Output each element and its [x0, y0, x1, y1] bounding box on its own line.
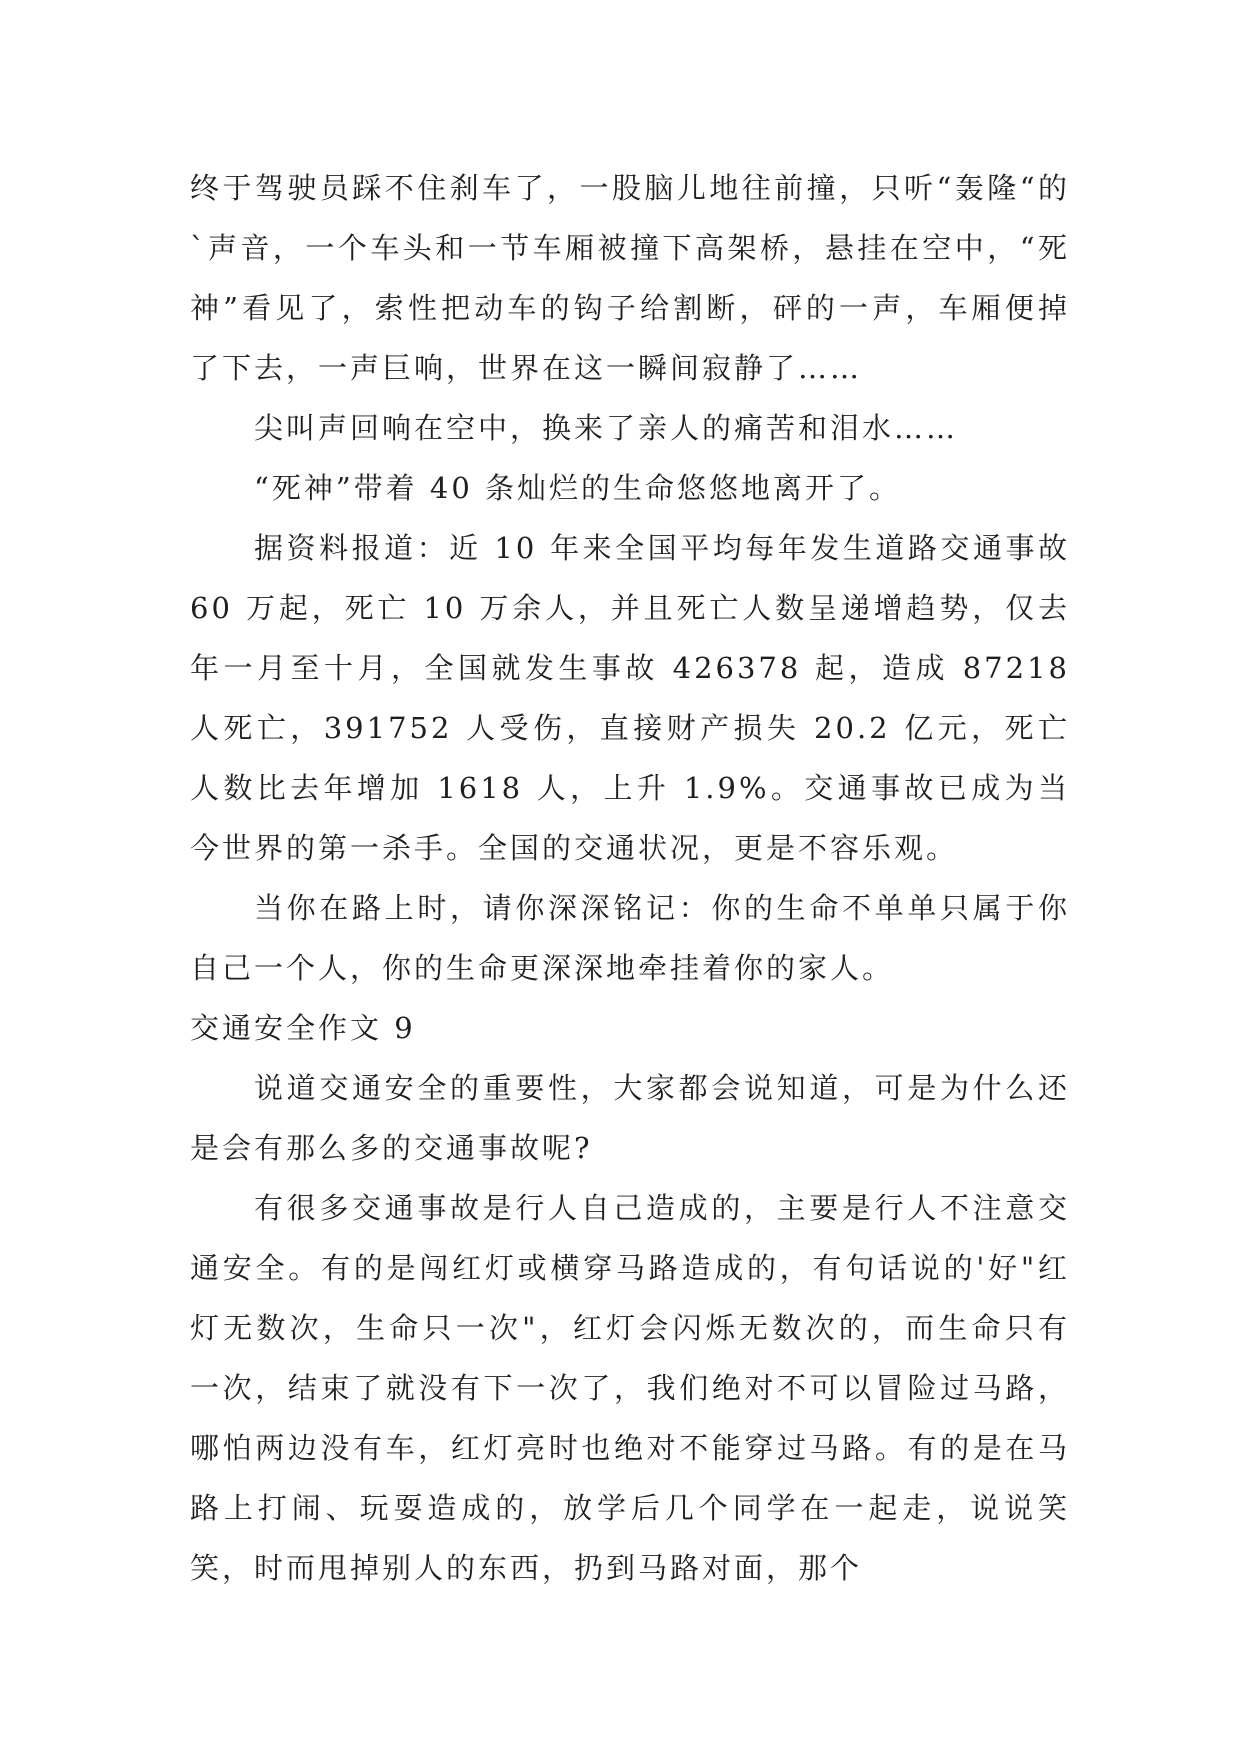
paragraph-5: 当你在路上时，请你深深铭记：你的生命不单单只属于你自己一个人，你的生命更深深地牵挂着你的家人。	[190, 891, 1070, 985]
paragraph-3: “死神”带着 40 条灿烂的生命悠悠地离开了。	[254, 471, 901, 505]
section-paragraph-1: 说道交通安全的重要性，大家都会说知道，可是为什么还是会有那么多的交通事故呢?	[190, 1071, 1070, 1165]
section-title: 交通安全作文 9	[190, 1011, 416, 1045]
document-body	[190, 158, 1070, 1598]
paragraph-2: 尖叫声回响在空中，换来了亲人的痛苦和泪水……	[254, 411, 959, 445]
paragraph-4: 据资料报道：近 10 年来全国平均每年发生道路交通事故 60 万起，死亡 10 万余人，并且死亡人数呈递增趋势，仅去年一月至十月，全国就发生事故 426378 起，造成 87218 人死亡，391752 人受伤，直接财产损失 20.2 亿元，死亡人数比去年增加 1618 人，上升 1.9%。交通事故已成为当今世界的第一杀手。全国的交通状况，更是不容乐观。	[190, 531, 1070, 865]
section-paragraph-2: 有很多交通事故是行人自己造成的，主要是行人不注意交通安全。有的是闯红灯或横穿马路造成的，有句话说的'好"红灯无数次，生命只一次"，红灯会闪烁无数次的，而生命只有一次，结束了就没有下一次了，我们绝对不可以冒险过马路，哪怕两边没有车，红灯亮时也绝对不能穿过马路。有的是在马路上打闹、玩耍造成的，放学后几个同学在一起走，说说笑笑，时而甩掉别人的东西，扔到马路对面，那个	[190, 1191, 1070, 1585]
paragraph-1: 终于驾驶员踩不住刹车了，一股脑儿地往前撞，只听“轰隆“的`声音，一个车头和一节车厢被撞下高架桥，悬挂在空中，“死神”看见了，索性把动车的钩子给割断，砰的一声，车厢便掉了下去，一声巨响，世界在这一瞬间寂静了……	[190, 171, 1070, 385]
